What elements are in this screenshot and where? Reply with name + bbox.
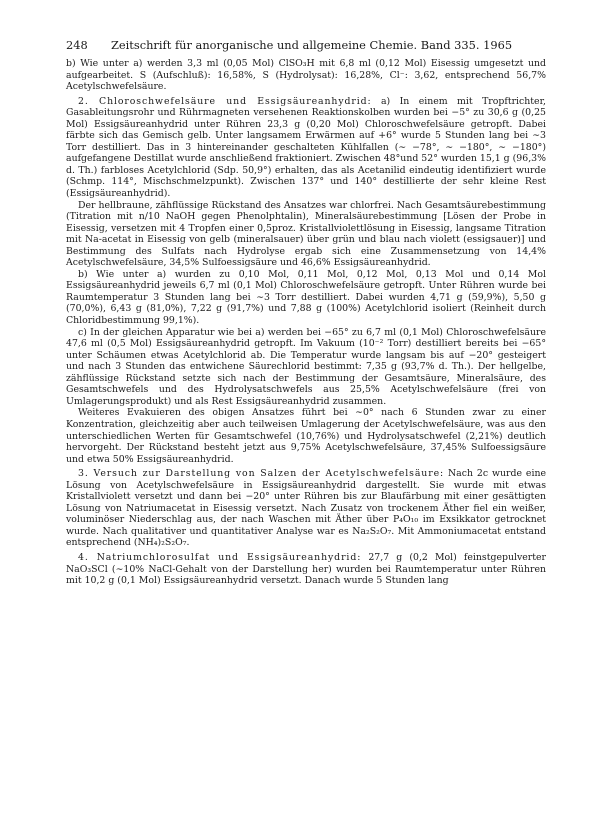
section-2-chlorosulfonic-acid — [66, 96, 546, 200]
section-heading: 3. Versuch zur Darstellung von Salzen der Acetylschwefelsäure: — [78, 468, 445, 480]
paragraph-text: 27,7 g (0,2 Mol) feinstgepulverter NaO₃SCl (∼10% NaCl-Gehalt von der Darstellung her) wurden bei Raumtemperatur unter Rühren mit 10,2 g (0,1 Mol) Essigsäureanhydrid versetzt. Danach wurde 5 Stunden lang — [66, 551, 546, 587]
page-header — [66, 38, 546, 52]
paragraph-1b-sulfur-analysis — [66, 58, 546, 93]
section-heading: 4. Natriumchlorosulfat und Essigsäureanhydrid: — [78, 551, 362, 563]
section-heading: 2. Chloroschwefelsäure und Essigsäureanhydrid: — [78, 95, 372, 107]
journal-running-title: Zeitschrift für anorganische und allgemeine Chemie. Band 335. 1965 — [111, 38, 513, 52]
paragraph-text: b) Wie unter a) wurden zu 0,10 Mol, 0,11 Mol, 0,12 Mol, 0,13 Mol und 0,14 Mol Essigsäureanhydrid jeweils 6,7 ml (0,1 Mol) Chloroschwefelsäure getropft. Unter Rühren wurde bei Raumtemperatur 3 Stunden lang bei ∼3 Torr destilliert. Dabei wurden 4,71 g (59,9%), 5,50 g (70,0%), 6,43 g (81,0%), 7,22 g (91,7%) und 7,88 g (100%) Acetylchlorid isoliert (Reinheit durch Chloridbestimmung 99,1%). — [66, 268, 546, 327]
paragraph-text: a) In einem mit Tropftrichter, Gasableitungsrohr und Rührmagneten versehenen Reaktionskolben wurden bei −5° zu 30,6 g (0,25 Mol) Essigsäureanhydrid unter Rühren 23,3 g (0,20 Mol) Chloroschwefelsäure getropft. Dabei färbte sich das Gemisch gelb. Unter langsamem Erwärmen auf +6° wurde 5 Stunden lang bei ∼3 Torr destilliert. Das in 3 hintereinander geschalteten Kühlfallen (∼ −78°, ∼ −180°, ∼ −180°) aufgefangene Destillat wurde anschließend fraktioniert. Zwischen 48°und 52° wurden 15,1 g (96,3% d. Th.) farbloses Acetylchlorid (Sdp. 50,9°) erhalten, das als Acetanilid eindeutig identifiziert wurde (Schmp. 114°, Mischschmelzpunkt). Zwischen 137° und 140° destillierte der sehr kleine Rest (Essigsäureanhydrid). — [66, 95, 546, 200]
paragraph-2c — [66, 327, 546, 408]
paragraph-text: Nach 2c wurde eine Lösung von Acetylschwefelsäure in Essigsäureanhydrid dargestellt. Sie wurde mit etwas Kristallviolett versetzt und dann bei −20° unter Rühren bis zur Blaufärbung mit einer gesättigten Lösung von Natriumacetat in Eisessig versetzt. Nach Zusatz von trockenem Äther fiel ein weißer, voluminöser Niederschlag aus, der nach Waschen mit Äther über P₄O₁₀ im Exsikkator getrocknet wurde. Nach qualitativer und quantitativer Analyse war es Na₂S₂O₇. Mit Ammoniumacetat entstand entsprechend (NH₄)₂S₂O₇. — [66, 468, 546, 549]
page-number: 248 — [66, 38, 88, 52]
paragraph-2b — [66, 269, 546, 327]
paragraph-text: Der hellbraune, zähflüssige Rückstand des Ansatzes war chlorfrei. Nach Gesamtsäurebestimmung (Titration mit n/10 NaOH gegen Phenolphtalin), Mineralsäurebestimmung [Lösen der Probe in Eisessig, versetzen mit 4 Tropfen einer 0,5proz. Kristallviolettlösung in Eisessig, langsame Titration mit Na-acetat in Eisessig von gelb (mineralsauer) über grün und blau nach violett (essigsauer)] und Bestimmung des Sulfats nach Hydrolyse ergab sich eine Zusammensetzung von 14,4% Acetylschwefelsäure, 34,5% Sulfoessigsäure und 46,6% Essigsäureanhydrid. — [66, 199, 546, 269]
section-3-salts — [66, 468, 546, 549]
paragraph-text: b) Wie unter a) werden 3,3 ml (0,05 Mol) ClSO₃H mit 6,8 ml (0,12 Mol) Eisessig umgesetzt und aufgearbeitet. S (Aufschluß): 16,58%, S (Hydrolysat): 16,28%, Cl⁻: 3,62, entsprechend 56,7% Acetylschwefelsäure. — [66, 58, 546, 93]
paragraph-residue-analysis — [66, 200, 546, 269]
paragraph-evacuation — [66, 407, 546, 465]
paragraph-text: Weiteres Evakuieren des obigen Ansatzes führt bei ∼0° nach 6 Stunden zwar zu einer Konzentration, gleichzeitig aber auch teilweisen Umlagerung der Acetylschwefelsäure, was aus den unterschiedlichen Werten für Gesamtschwefel (10,76%) und Hydrolysatschwefel (2,21%) deutlich hervorgeht. Der Rückstand besteht jetzt aus 9,75% Acetylschwefelsäure, 37,45% Sulfoessigsäure und etwa 50% Essigsäureanhydrid. — [66, 407, 546, 465]
section-4-sodium-chlorosulfate — [66, 552, 546, 587]
body-text — [66, 58, 546, 587]
paragraph-text: c) In der gleichen Apparatur wie bei a) werden bei −65° zu 6,7 ml (0,1 Mol) Chloroschwefelsäure 47,6 ml (0,5 Mol) Essigsäureanhydrid getropft. Im Vakuum (10⁻² Torr) destilliert bereits bei −65° unter Schäumen etwas Acetylchlorid ab. Die Temperatur wurde langsam bis auf −20° gesteigert und nach 3 Stunden das entwichene Säurechlorid bestimmt: 7,35 g (93,7% d. Th.). Der hellgelbe, zähflüssige Rückstand setzte sich nach der Bestimmung der Gesamtsäure, Mineralsäure, des Gesamtschwefels und des Hydrolysatschwefels aus 25,5% Acetylschwefelsäure (frei von Umlagerungsprodukt) und als Rest Essigsäureanhydrid zusammen. — [66, 326, 546, 407]
